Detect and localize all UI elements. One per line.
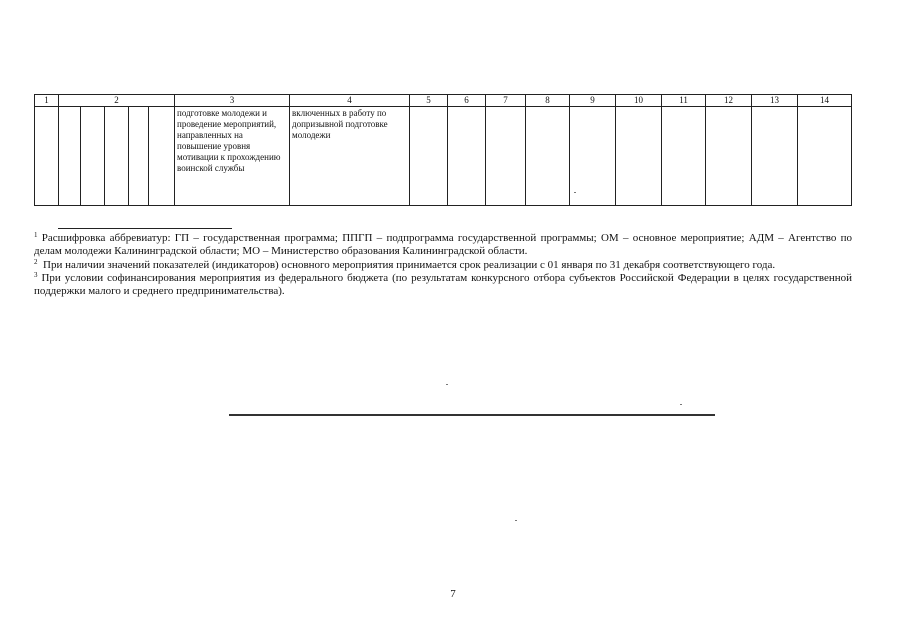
scan-speck — [574, 192, 576, 193]
table-row — [35, 107, 852, 206]
col-header-8: 8 — [526, 95, 570, 107]
column-number-row — [35, 95, 852, 107]
table-cell — [81, 107, 105, 206]
col-header-1: 1 — [35, 95, 59, 107]
col-header-5: 5 — [410, 95, 448, 107]
col-header-13: 13 — [752, 95, 798, 107]
col-header-14: 14 — [798, 95, 852, 107]
cell-text-col4: включенных в работу по допризывной подготовке молодежи — [292, 108, 388, 140]
col-header-4: 4 — [290, 95, 410, 107]
table-cell — [448, 107, 486, 206]
footnote-2 — [34, 259, 852, 272]
footnote-1-mark: 1 — [34, 231, 38, 239]
col-header-11: 11 — [662, 95, 706, 107]
footnote-3-mark: 3 — [34, 270, 38, 279]
footnote-1 — [34, 232, 852, 259]
footnote-2-mark: 2 — [34, 257, 38, 266]
footnotes — [34, 232, 852, 298]
footnote-3 — [34, 272, 852, 299]
col-header-2: 2 — [59, 95, 175, 107]
table-cell — [706, 107, 752, 206]
table-cell — [105, 107, 129, 206]
footnote-1-text: Расшифровка аббревиатур: ГП – государственная программа; ППГП – подпрограмма государственной программы; ОМ – основное мероприятие; АДМ – Агентство по делам молодежи Калининградской области; МО – Министерство образования Калининградской области. — [34, 232, 853, 258]
table-cell — [616, 107, 662, 206]
col-header-9: 9 — [570, 95, 616, 107]
table-cell-col4 — [290, 107, 410, 206]
table-cell — [570, 107, 616, 206]
page-number: 7 — [450, 588, 456, 600]
table-cell — [149, 107, 175, 206]
scan-speck — [446, 384, 448, 385]
table-cell — [486, 107, 526, 206]
end-of-document-rule — [229, 414, 715, 416]
table-cell — [35, 107, 59, 206]
col-header-3: 3 — [175, 95, 290, 107]
scan-speck — [515, 520, 517, 521]
col-header-7: 7 — [486, 95, 526, 107]
data-table — [34, 94, 852, 206]
table-cell — [129, 107, 149, 206]
col-header-12: 12 — [706, 95, 752, 107]
table-cell — [526, 107, 570, 206]
table-cell — [59, 107, 81, 206]
footnote-separator — [58, 228, 232, 229]
table-cell — [752, 107, 798, 206]
cell-text-col3: подготовке молодежи и проведение мероприятий, направленных на повышение уровня мотивации к прохождению воинской службы — [177, 108, 281, 173]
table-cell — [410, 107, 448, 206]
col-header-6: 6 — [448, 95, 486, 107]
footnote-2-text: При наличии значений показателей (индикаторов) основного мероприятия принимается срок реализации с 01 января по 31 декабря соответствующего года. — [43, 258, 776, 271]
col-header-10: 10 — [616, 95, 662, 107]
scan-speck — [680, 404, 682, 405]
table-cell — [662, 107, 706, 206]
table-cell-col3 — [175, 107, 290, 206]
footnote-3-text: При условии софинансирования мероприятия из федерального бюджета (по результатам конкурсного отбора субъектов Российской Федерации в целях государственной поддержки малого и среднего предпринимательства). — [34, 271, 853, 298]
table-cell — [798, 107, 852, 206]
